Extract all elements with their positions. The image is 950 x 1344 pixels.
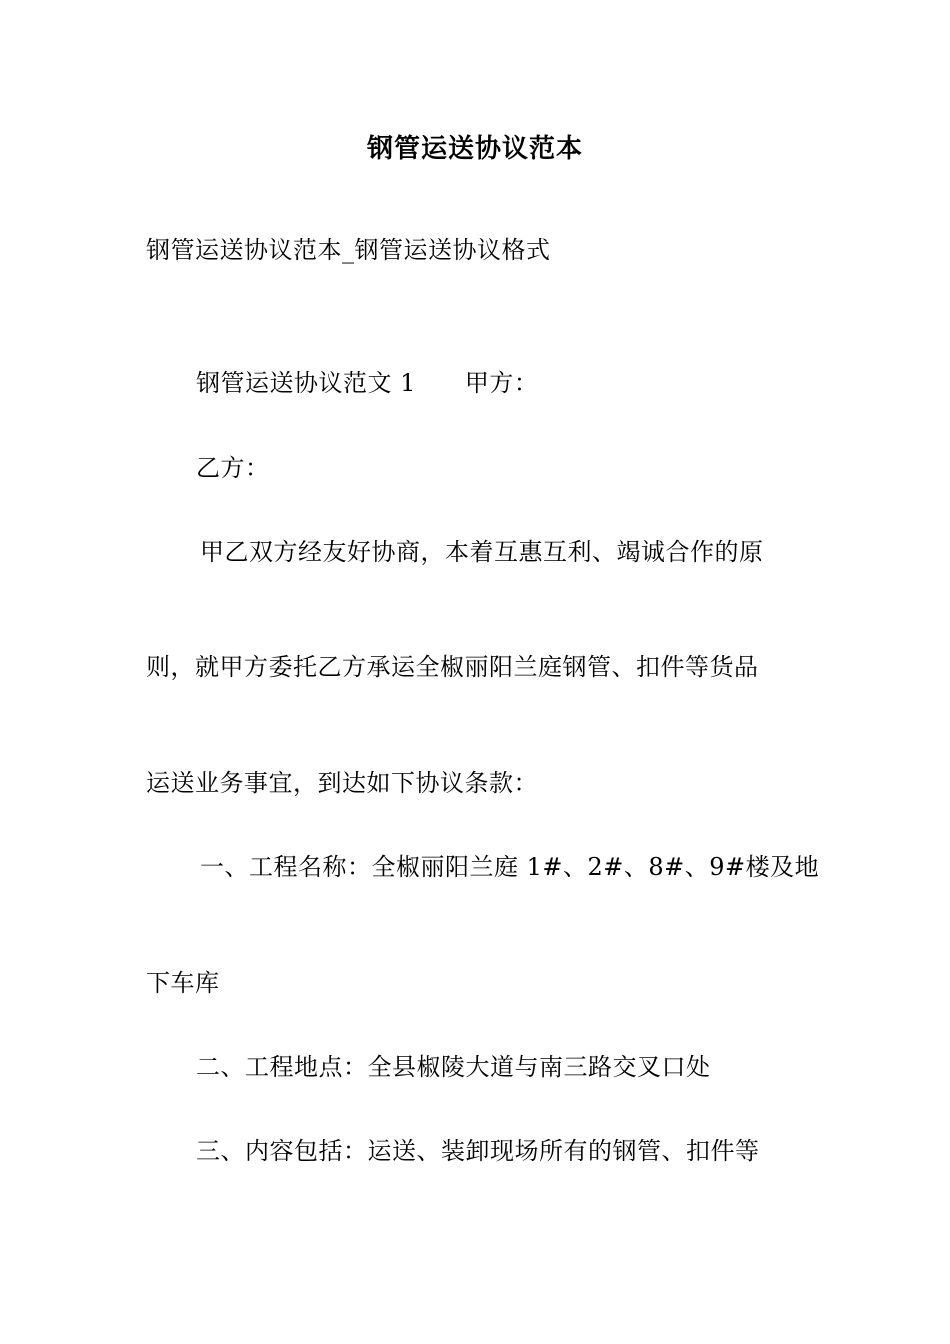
- clause-project-location: 二、工程地点：全县椒陵大道与南三路交叉口处: [196, 1053, 711, 1081]
- clause-scope: 三、内容包括：运送、装卸现场所有的钢管、扣件等: [196, 1137, 760, 1165]
- paragraph-line: 下车库: [146, 969, 220, 997]
- document-subtitle: 钢管运送协议范本_钢管运送协议格式: [146, 236, 551, 264]
- paragraph-line-party-b: 乙方：: [196, 454, 270, 482]
- document-title: 钢管运送协议范本: [366, 134, 583, 164]
- clause-project-name: 一、工程名称：全椒丽阳兰庭 1#、2#、8#、9#楼及地: [200, 853, 820, 881]
- paragraph-line: 运送业务事宜，到达如下协议条款：: [146, 769, 538, 797]
- paragraph-line-parties: 钢管运送协议范文 1 甲方：: [196, 369, 539, 397]
- paragraph-line: 甲乙双方经友好协商，本着互惠互利、竭诚合作的原: [200, 538, 764, 566]
- paragraph-line: 则，就甲方委托乙方承运全椒丽阳兰庭钢管、扣件等货品: [146, 653, 759, 681]
